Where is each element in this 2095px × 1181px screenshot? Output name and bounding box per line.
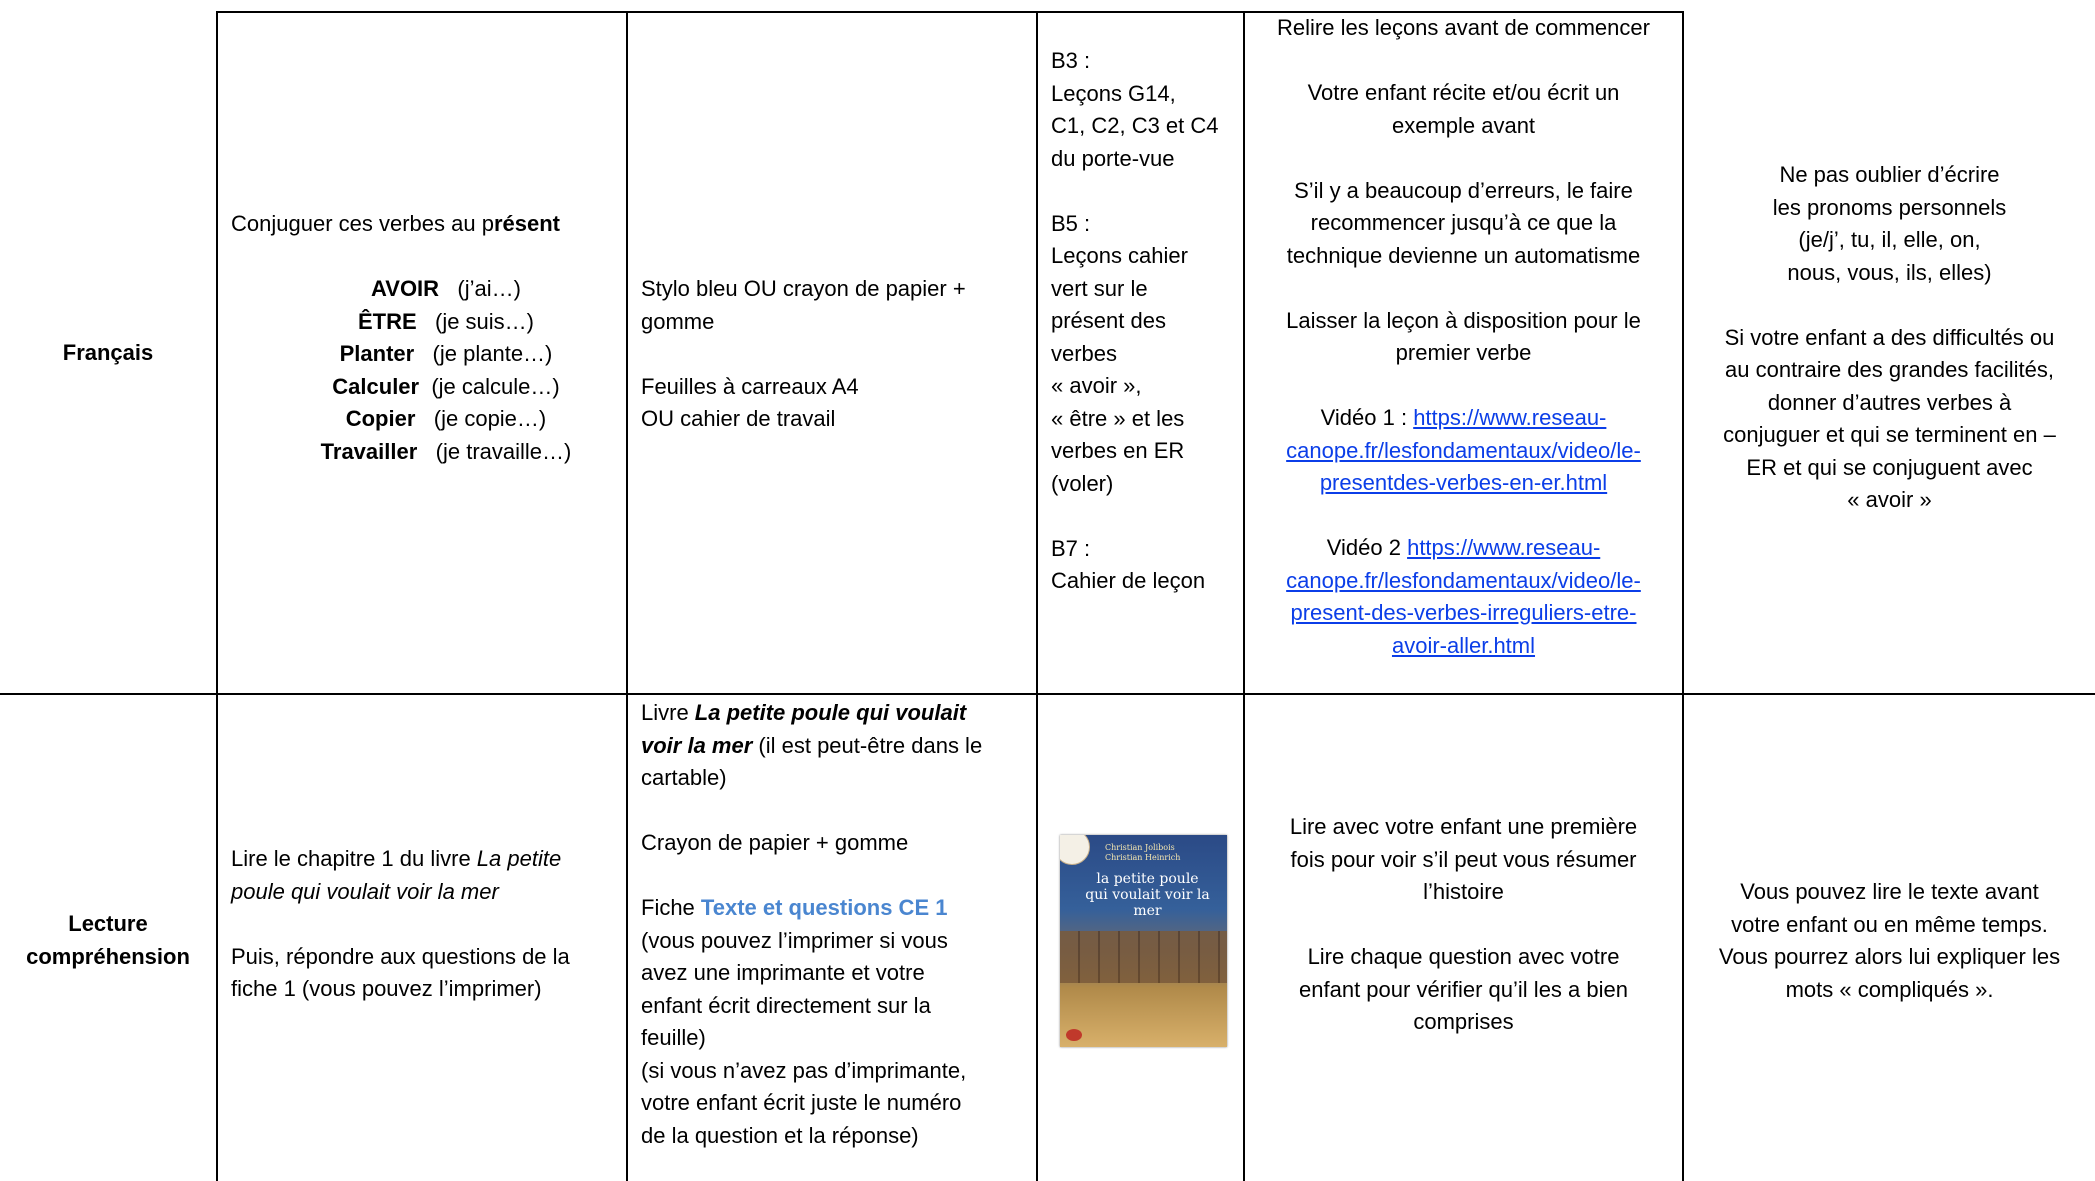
materials-line: voir la mer (il est peut-être dans le — [641, 732, 983, 758]
subject-label: Lecture — [68, 911, 148, 936]
lesson-line: (voler) — [1051, 470, 1114, 496]
parent-tip: premier verbe — [1395, 340, 1532, 365]
task-line: Puis, répondre aux questions de la — [231, 943, 570, 969]
tip-line: votre enfant ou en même temps. — [1731, 911, 2048, 937]
verb-item: Calculer (je calcule…) — [332, 373, 560, 399]
subject-label: Français — [62, 339, 154, 365]
publisher-logo-icon — [1066, 1029, 1082, 1041]
parent-tip: fois pour voir s’il peut vous résumer — [1290, 846, 1637, 872]
parent-tip: recommencer jusqu’à ce que la — [1310, 210, 1617, 235]
materials-line: Crayon de papier + gomme — [641, 830, 909, 855]
verb-list — [231, 273, 621, 468]
book-cover-image — [1060, 835, 1227, 1047]
materials-line: Feuilles à carreaux A4 — [641, 373, 859, 399]
video-2-link[interactable]: avoir-aller.html — [1391, 632, 1536, 658]
lesson-line: C1, C2, C3 et C4 — [1051, 113, 1219, 138]
task-line: fiche 1 (vous pouvez l’imprimer) — [231, 976, 542, 1001]
parent-tip: Votre enfant récite et/ou écrit un — [1307, 80, 1620, 105]
verb-item: AVOIR (j’ai…) — [371, 276, 521, 301]
tips-cell-lecture — [1684, 876, 2095, 1006]
tips-cell-francais — [1684, 159, 2095, 517]
verb-item: Travailler (je travaille…) — [320, 438, 572, 464]
tip-line: ER et qui se conjuguent avec — [1746, 454, 2033, 480]
parent-tip: Lire avec votre enfant une première — [1289, 814, 1638, 839]
tip-line: mots « compliqués ». — [1785, 976, 1994, 1002]
video-2-link[interactable]: https://www.reseau- — [1407, 535, 1601, 560]
video-2-link[interactable]: canope.fr/lesfondamentaux/video/le- — [1286, 567, 1641, 593]
materials-cell-lecture — [641, 697, 1033, 1152]
column-divider — [216, 12, 218, 1181]
lesson-heading: B5 : — [1051, 210, 1091, 236]
tip-line: Ne pas oublier d’écrire — [1779, 162, 2000, 187]
materials-line: OU cahier de travail — [641, 406, 836, 431]
column-divider — [1036, 12, 1038, 1181]
materials-line: votre enfant écrit juste le numéro — [641, 1090, 962, 1115]
materials-line: avez une imprimante et votre — [641, 960, 925, 985]
materials-line: (si vous n’avez pas d’imprimante, — [641, 1057, 967, 1083]
subject-francais — [0, 13, 216, 693]
verb-item: ÊTRE (je suis…) — [357, 308, 535, 334]
subject-label: compréhension — [26, 943, 190, 969]
verb-item: Planter (je plante…) — [339, 341, 553, 366]
fiche-link[interactable]: Texte et questions CE 1 — [700, 895, 948, 920]
cover-authors: Christian Jolibois Christian Heinrich — [1105, 843, 1181, 862]
tip-line: Vous pourrez alors lui expliquer les — [1718, 944, 2061, 969]
video-1: Vidéo 1 : https://www.reseau- — [1320, 405, 1607, 430]
lesson-line: Leçons cahier — [1051, 243, 1188, 268]
tip-line: « avoir » — [1847, 487, 1932, 512]
lesson-line: du porte-vue — [1051, 145, 1175, 171]
lesson-line: verbes — [1051, 340, 1118, 366]
task-line: Lire le chapitre 1 du livre La petite — [231, 846, 562, 871]
lesson-line: verbes en ER — [1051, 438, 1185, 463]
video-2: Vidéo 2 https://www.reseau- — [1326, 535, 1601, 560]
lessons-cell-francais — [1051, 45, 1241, 598]
parents-cell-lecture — [1245, 811, 1682, 1039]
materials-line: (vous pouvez l’imprimer si vous — [641, 927, 948, 953]
column-divider — [626, 12, 628, 1181]
task-line: poule qui voulait voir la mer — [231, 878, 499, 904]
lesson-line: Leçons G14, — [1051, 80, 1176, 106]
materials-line: enfant écrit directement sur la — [641, 992, 931, 1018]
parent-tip: enfant pour vérifier qu’il les a bien — [1299, 976, 1628, 1002]
parent-tip: Lire chaque question avec votre — [1307, 944, 1620, 969]
lesson-line: Cahier de leçon — [1051, 568, 1206, 593]
tip-line: Si votre enfant a des difficultés ou — [1724, 324, 2055, 350]
parent-tip: Laisser la leçon à disposition pour le — [1286, 307, 1641, 333]
materials-line: gomme — [641, 308, 715, 334]
parent-tip: exemple avant — [1391, 112, 1536, 138]
video-1-link[interactable]: presentdes-verbes-en-er.html — [1319, 470, 1608, 495]
tip-line: au contraire des grandes facilités, — [1725, 357, 2054, 382]
materials-line: cartable) — [641, 765, 727, 790]
materials-cell-francais — [641, 273, 1031, 436]
lesson-line: présent des — [1051, 308, 1166, 333]
tip-line: nous, vous, ils, elles) — [1787, 259, 1992, 285]
parent-tip: Relire les leçons avant de commencer — [1277, 15, 1650, 40]
materials-line: feuille) — [641, 1025, 706, 1050]
row-divider — [0, 693, 2095, 695]
lesson-line: « avoir », — [1051, 373, 1142, 398]
tip-line: donner d’autres verbes à — [1767, 389, 2012, 415]
cover-wall — [1060, 931, 1227, 983]
tip-line: les pronoms personnels — [1772, 194, 2007, 220]
parent-tip: l’histoire — [1423, 879, 1504, 904]
materials-line: Livre La petite poule qui voulait — [641, 700, 967, 725]
materials-line: de la question et la réponse) — [641, 1122, 919, 1148]
parent-tip: technique devienne un automatisme — [1286, 242, 1641, 268]
video-2-link[interactable]: present-des-verbes-irreguliers-etre- — [1290, 600, 1637, 625]
parent-tip: comprises — [1413, 1009, 1514, 1034]
parent-tip: S’il y a beaucoup d’erreurs, le faire — [1294, 177, 1633, 203]
lesson-line: vert sur le — [1051, 275, 1148, 301]
cover-title: la petite poule qui voulait voir la mer — [1085, 871, 1210, 919]
tip-line: (je/j’, tu, il, elle, on, — [1798, 227, 1981, 252]
lesson-line: « être » et les — [1051, 405, 1185, 431]
tip-line: conjuguer et qui se terminent en – — [1723, 422, 2056, 447]
video-1-link[interactable]: canope.fr/lesfondamentaux/video/le- — [1286, 437, 1641, 463]
task-cell-francais — [231, 208, 621, 468]
task-cell-lecture — [231, 843, 623, 1006]
tip-line: Vous pouvez lire le texte avant — [1740, 879, 2039, 904]
video-1-link[interactable]: https://www.reseau- — [1413, 405, 1607, 430]
fiche-line: Fiche Texte et questions CE 1 — [641, 895, 948, 920]
subject-lecture — [0, 908, 216, 973]
cover-sticker — [1060, 835, 1090, 865]
materials-line: Stylo bleu OU crayon de papier + — [641, 276, 966, 301]
task-intro: Conjuguer ces verbes au présent — [231, 211, 560, 236]
parents-cell-francais — [1245, 12, 1682, 662]
lesson-heading: B3 : — [1051, 48, 1091, 73]
lesson-heading: B7 : — [1051, 535, 1091, 561]
verb-item: Copier (je copie…) — [345, 406, 547, 431]
